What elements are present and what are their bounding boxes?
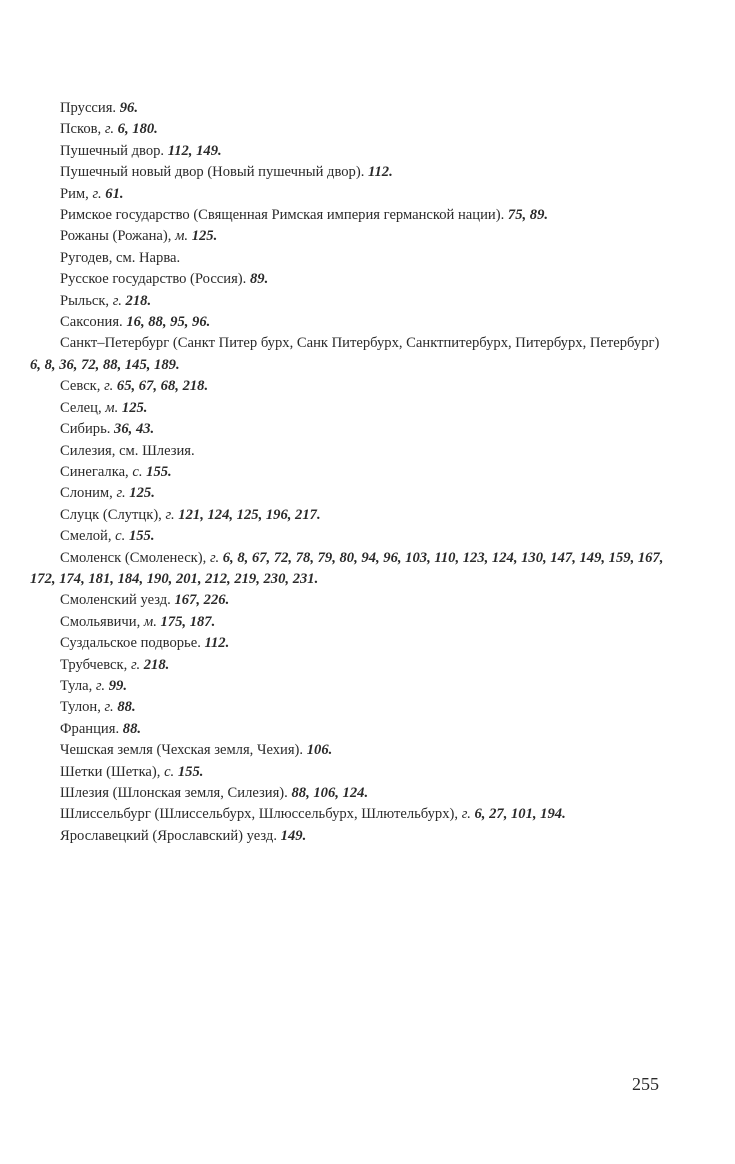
entry-page-refs: 155. — [146, 463, 172, 480]
entry-name: Франция. — [60, 720, 120, 737]
entry-page-refs: 125. — [121, 399, 148, 416]
entry-type-abbr: м. — [175, 228, 189, 245]
entry-page-refs: 125. — [129, 485, 155, 502]
index-entry — [30, 804, 670, 825]
entry-type-abbr: г. — [165, 506, 175, 523]
index-entry — [30, 312, 670, 333]
entry-type-abbr: г. — [209, 549, 220, 566]
entry-type-abbr: с. — [164, 763, 175, 780]
entry-type-abbr: г. — [104, 699, 114, 716]
index-entry — [30, 419, 670, 440]
entry-name: Слоним, — [60, 485, 113, 502]
entry-page-refs: 88. — [117, 699, 136, 716]
entry-name: Шетки (Шетка), — [60, 763, 161, 780]
entry-page-refs: 149. — [280, 827, 307, 844]
entry-name: Рим, — [60, 185, 89, 202]
index-entry — [30, 505, 670, 526]
entry-page-refs: 106. — [306, 742, 333, 759]
entry-page-refs: 6, 27, 101, 194. — [474, 806, 566, 823]
entry-page-refs: 125. — [191, 228, 218, 245]
entry-name: Силезия, см. Шлезия. — [60, 442, 195, 459]
index-entry — [30, 248, 670, 269]
entry-type-abbr: г. — [112, 292, 122, 309]
entry-name: Пушечный двор. — [60, 142, 165, 159]
entry-name: Русское государство (Россия). — [60, 271, 247, 288]
index-entry — [30, 655, 670, 676]
entry-page-refs: 218. — [143, 656, 170, 673]
index-entry — [30, 162, 670, 183]
entry-name: Смоленский уезд. — [60, 592, 171, 609]
entry-name: Шлиссельбург (Шлиссельбурх, Шлюссельбурх, Шлютельбурх), — [60, 806, 459, 823]
entry-type-abbr: с. — [132, 463, 143, 480]
entry-type-abbr: г. — [130, 656, 141, 673]
index-entry — [30, 226, 670, 247]
entry-name: Ярославецкий (Ярославский) уезд. — [60, 827, 278, 844]
entry-name: Санкт–Петербург (Санкт Питер бурх, Санк Питербурх, Санктпитербурх, Питербурх, Петербург) — [60, 335, 660, 352]
entry-name: Селец, — [60, 399, 102, 416]
entry-name: Трубчевск, — [60, 656, 128, 673]
entry-type-abbr: г. — [104, 378, 114, 395]
entry-page-refs: 36, 43. — [114, 421, 155, 438]
entry-page-refs: 175, 187. — [160, 613, 216, 630]
entry-name: Рожаны (Рожана), — [60, 228, 172, 245]
entry-name: Римское государство (Священная Римская империя германской нации). — [60, 207, 505, 224]
geographic-index-list — [30, 98, 670, 847]
index-entry — [30, 462, 670, 483]
entry-name: Пруссия. — [60, 100, 117, 116]
entry-page-refs: 6, 8, 36, 72, 88, 145, 189. — [30, 356, 180, 373]
entry-page-refs: 16, 88, 95, 96. — [126, 314, 211, 331]
entry-name: Суздальское подворье. — [60, 635, 201, 652]
entry-page-refs: 88. — [122, 720, 142, 737]
entry-page-refs: 75, 89. — [507, 207, 549, 224]
index-entry — [30, 141, 670, 162]
index-entry — [30, 633, 670, 654]
entry-type-abbr: с. — [115, 528, 126, 545]
index-entry — [30, 826, 670, 847]
entry-name: Синегалка, — [60, 463, 129, 480]
entry-page-refs: 6, 180. — [117, 121, 158, 138]
entry-page-refs: 65, 67, 68, 218. — [116, 378, 209, 395]
entry-name: Слуцк (Слутцк), — [60, 506, 162, 523]
entry-type-abbr: г. — [104, 121, 115, 138]
entry-name: Пушечный новый двор (Новый пушечный двор). — [60, 164, 365, 181]
index-entry — [30, 333, 670, 376]
entry-page-refs: 96. — [119, 100, 138, 116]
entry-page-refs: 99. — [108, 677, 127, 694]
entry-name: Севск, — [60, 378, 101, 395]
index-entry — [30, 291, 670, 312]
index-entry — [30, 719, 670, 740]
index-entry — [30, 441, 670, 462]
entry-name: Ругодев, см. Нарва. — [60, 249, 181, 266]
index-entry — [30, 98, 670, 119]
index-entry — [30, 184, 670, 205]
entry-name: Тулон, — [60, 699, 101, 716]
index-entry — [30, 740, 670, 761]
entry-type-abbr: г. — [116, 485, 126, 502]
page-number: 255 — [632, 1074, 659, 1094]
index-entry — [30, 548, 670, 591]
index-entry — [30, 119, 670, 140]
entry-page-refs: 112. — [368, 164, 393, 181]
entry-page-refs: 88, 106, 124. — [291, 785, 369, 801]
entry-page-refs: 112, 149. — [167, 142, 222, 159]
index-entry — [30, 762, 670, 783]
entry-page-refs: 89. — [249, 271, 269, 288]
entry-type-abbr: м. — [105, 399, 119, 416]
index-entry — [30, 483, 670, 504]
index-entry — [30, 398, 670, 419]
entry-name: Сибирь. — [60, 421, 111, 438]
index-entry — [30, 697, 670, 718]
index-entry — [30, 590, 670, 611]
index-entry — [30, 269, 670, 290]
entry-page-refs: 6, 8, 67, 72, 78, 79, 80, 94, 96, 103, 110, 123, 124, 130, 147, 149, 159, 167, 172, 174, 181, 184, 190, 201, 212, 219, 230, 231. — [30, 549, 664, 587]
entry-name: Смольявичи, — [60, 613, 141, 630]
entry-page-refs: 155. — [128, 528, 155, 545]
index-entry — [30, 676, 670, 697]
entry-name: Рыльск, — [60, 292, 110, 309]
entry-page-refs: 112. — [204, 635, 230, 652]
entry-page-refs: 121, 124, 125, 196, 217. — [178, 506, 321, 523]
entry-page-refs: 61. — [105, 185, 124, 202]
index-entry — [30, 612, 670, 633]
entry-type-abbr: г. — [92, 185, 102, 202]
index-entry — [30, 526, 670, 547]
entry-type-abbr: м. — [143, 613, 157, 630]
index-entry — [30, 783, 670, 804]
entry-page-refs: 218. — [125, 292, 152, 309]
entry-name: Шлезия (Шлонская земля, Силезия). — [60, 785, 288, 801]
entry-name: Псков, — [60, 121, 102, 138]
entry-name: Смоленск (Смоленеск), — [60, 549, 207, 566]
entry-name: Смелой, — [60, 528, 112, 545]
entry-name: Тула, — [60, 677, 93, 694]
entry-page-refs: 155. — [177, 763, 204, 780]
entry-name: Чешская земля (Чехская земля, Чехия). — [60, 742, 304, 759]
entry-name: Саксония. — [60, 314, 123, 331]
entry-type-abbr: г. — [95, 677, 106, 694]
index-entry — [30, 205, 670, 226]
entry-page-refs: 167, 226. — [174, 592, 230, 609]
entry-type-abbr: г. — [461, 806, 471, 823]
index-entry — [30, 376, 670, 397]
